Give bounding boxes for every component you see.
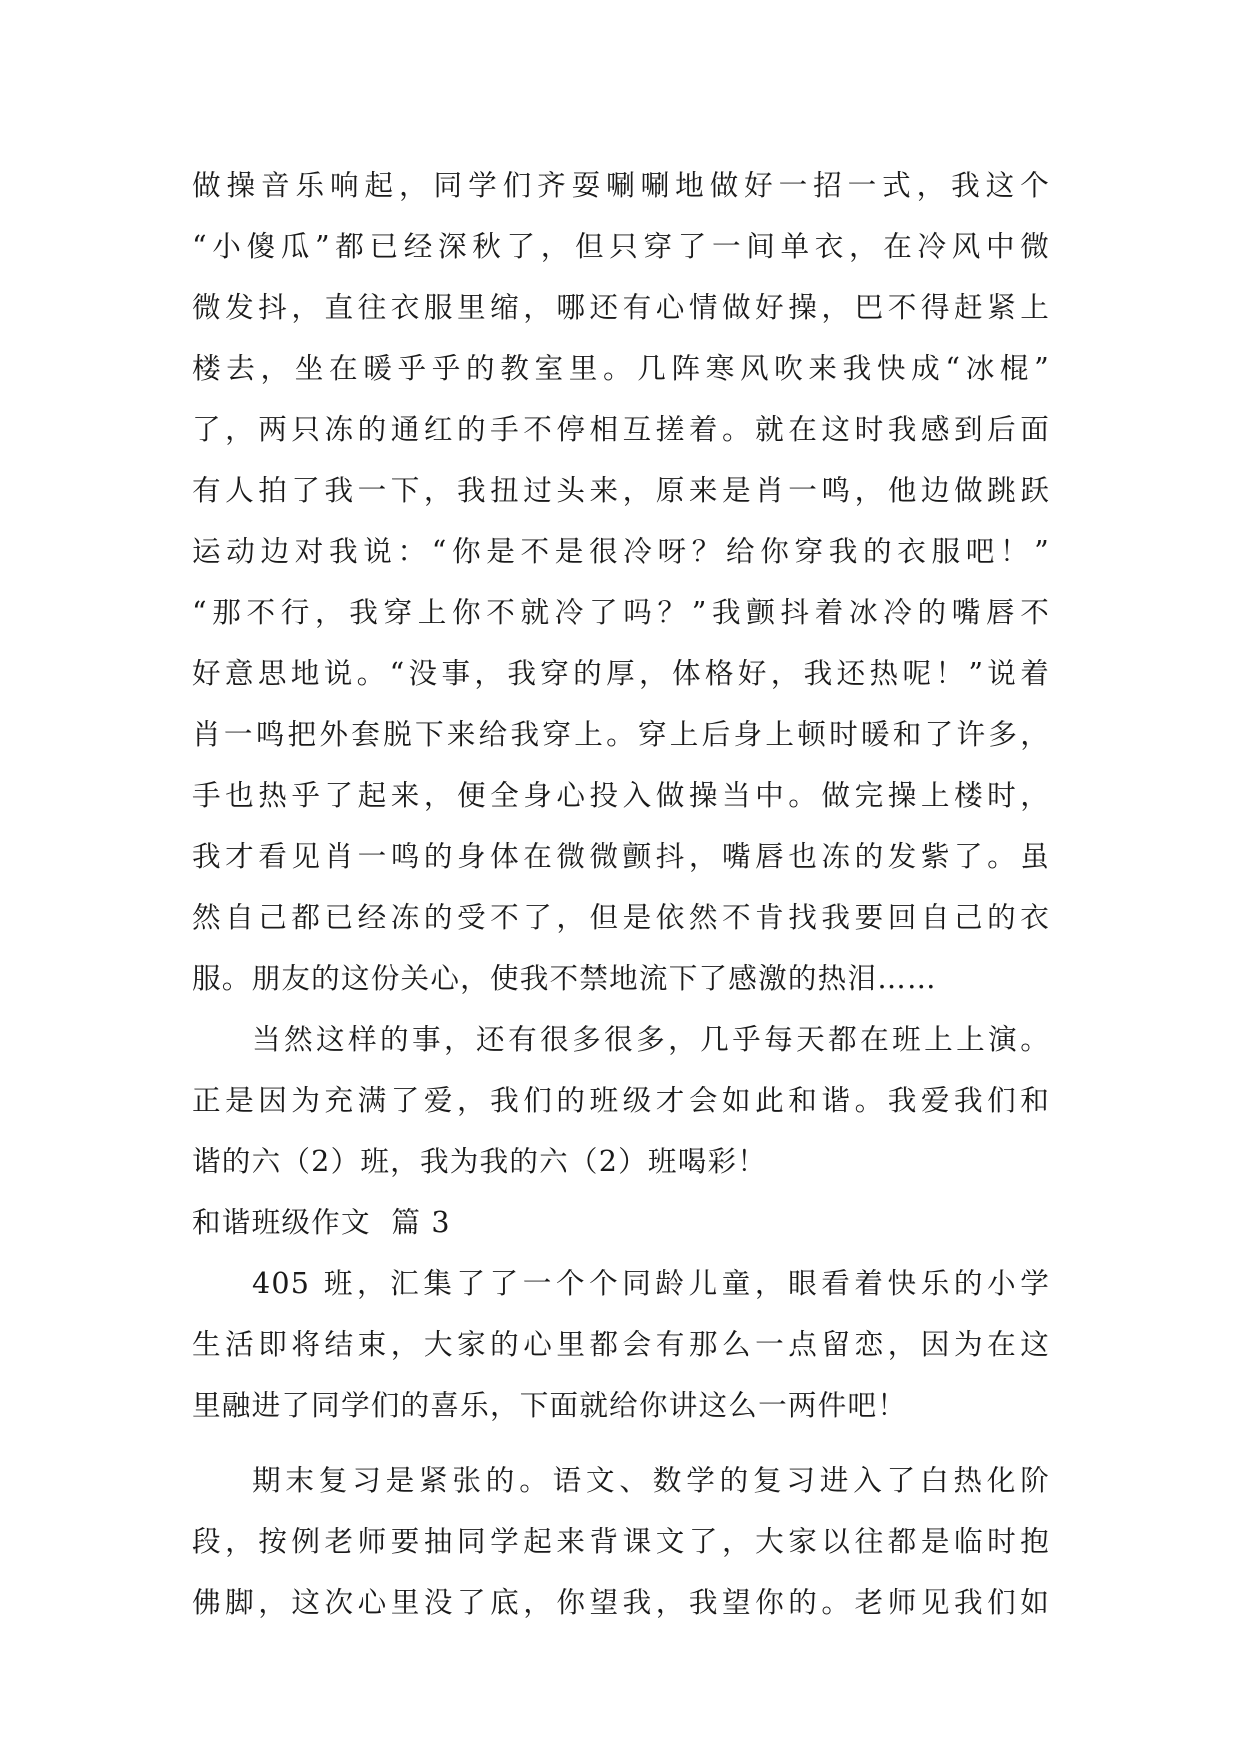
text-line: 好意思地说。“没事，我穿的厚，体格好，我还热呢！”说着 <box>192 656 1050 690</box>
text-line: 405 班，汇集了了一个个同龄儿童，眼看着快乐的小学 <box>252 1266 1050 1300</box>
paragraph-3 <box>192 1253 1050 1436</box>
document-body <box>192 155 1050 1633</box>
text-line: 期末复习是紧张的。语文、数学的复习进入了白热化阶 <box>252 1463 1050 1497</box>
text-line: 里融进了同学们的喜乐，下面就给你讲这么一两件吧！ <box>192 1388 908 1422</box>
section-heading <box>192 1192 1050 1253</box>
paragraph-4 <box>192 1450 1050 1633</box>
text-line: “那不行，我穿上你不就冷了吗？”我颤抖着冰冷的嘴唇不 <box>192 595 1050 629</box>
text-line: 楼去，坐在暖乎乎的教室里。几阵寒风吹来我快成“冰棍” <box>192 351 1050 385</box>
paragraph-1 <box>192 155 1050 1009</box>
text-line: 然自己都已经冻的受不了，但是依然不肯找我要回自己的衣 <box>192 900 1050 934</box>
text-line: “小傻瓜”都已经深秋了，但只穿了一间单衣，在冷风中微 <box>192 229 1050 263</box>
text-line: 佛脚，这次心里没了底，你望我，我望你的。老师见我们如 <box>192 1585 1050 1619</box>
text-line: 我才看见肖一鸣的身体在微微颤抖，嘴唇也冻的发紫了。虽 <box>192 839 1050 873</box>
text-line: 运动边对我说：“你是不是很冷呀？给你穿我的衣服吧！” <box>192 534 1050 568</box>
text-line: 段，按例老师要抽同学起来背课文了，大家以往都是临时抱 <box>192 1524 1050 1558</box>
text-line: 谐的六（2）班，我为我的六（2）班喝彩！ <box>192 1144 768 1178</box>
paragraph-2 <box>192 1009 1050 1192</box>
text-line: 当然这样的事，还有很多很多，几乎每天都在班上上演。 <box>252 1022 1050 1056</box>
text-line: 正是因为充满了爱，我们的班级才会如此和谐。我爱我们和 <box>192 1083 1050 1117</box>
text-line: 做操音乐响起，同学们齐耍唰唰地做好一招一式，我这个 <box>192 168 1050 202</box>
section-heading-text: 和谐班级作文 篇 3 <box>192 1205 451 1239</box>
text-line: 服。朋友的这份关心，使我不禁地流下了感激的热泪…… <box>192 961 937 995</box>
text-line: 有人拍了我一下，我扭过头来，原来是肖一鸣，他边做跳跃 <box>192 473 1050 507</box>
text-line: 生活即将结束，大家的心里都会有那么一点留恋，因为在这 <box>192 1327 1050 1361</box>
text-line: 肖一鸣把外套脱下来给我穿上。穿上后身上顿时暖和了许多， <box>192 717 1050 751</box>
text-line: 手也热乎了起来，便全身心投入做操当中。做完操上楼时， <box>192 778 1050 812</box>
text-line: 微发抖，直往衣服里缩，哪还有心情做好操，巴不得赶紧上 <box>192 290 1050 324</box>
text-line: 了，两只冻的通红的手不停相互搓着。就在这时我感到后面 <box>192 412 1050 446</box>
